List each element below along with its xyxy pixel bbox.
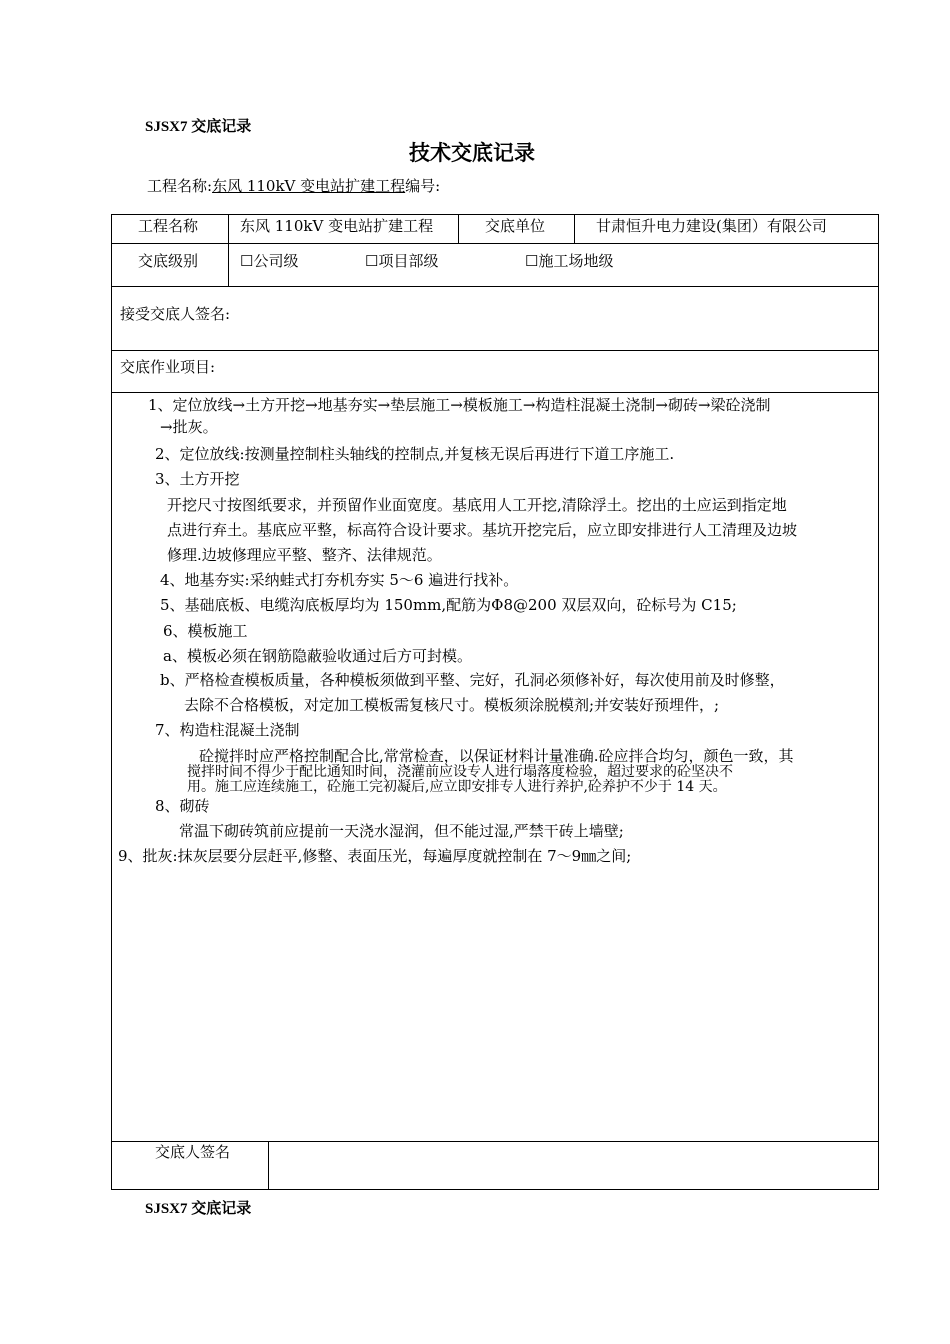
project-items-label: 交底作业项目: (120, 358, 216, 376)
project-name-value: 东风 110kV 变电站扩建工程 (240, 217, 434, 235)
signer-label: 交底人签名 (155, 1143, 231, 1161)
project-header (147, 177, 440, 195)
content-line: 开挖尺寸按图纸要求，并预留作业面宽度。基底用人工开挖,清除浮土。挖出的土应运到指定地 (167, 496, 787, 514)
unit-label: 交底单位 (485, 217, 546, 235)
content-line: 6、模板施工 (163, 622, 248, 640)
receiver-signature-label: 接受交底人签名: (120, 305, 231, 323)
content-line: 9、批灰:抹灰层要分层赶平,修整、表面压光，每遍厚度就控制在 7～9㎜之间; (118, 847, 632, 865)
content-line: 搅拌时间不得少于配比通知时间，浇灌前应设专人进行塌落度检验，超过要求的砼坚决不 (187, 764, 733, 780)
level-option-company[interactable]: ☐公司级 (240, 252, 299, 270)
signer-signature-field[interactable] (270, 1143, 876, 1187)
content-line: 用。施工应连续施工，砼施工完初凝后,应立即安排专人进行养护,砼养护不少于 14 天。 (187, 779, 727, 795)
content-line: 去除不合格模板，对定加工模板需复核尺寸。模板须涂脱模剂;并安装好预埋件，; (184, 696, 720, 714)
content-line: 修理.边坡修理应平整、整齐、法律规范。 (167, 546, 442, 564)
unit-value: 甘肃恒升电力建设(集团）有限公司 (596, 217, 827, 235)
project-name-label: 工程名称 (138, 217, 199, 235)
project-header-value: 东风 110kV 变电站扩建工程 (212, 177, 406, 195)
doc-code: SJSX7 交底记录 (145, 119, 252, 135)
content-line: 8、砌砖 (155, 797, 210, 815)
level-label: 交底级别 (138, 252, 199, 270)
content-line: b、严格检查模板质量，各种模板须做到平整、完好，孔洞必须修补好，每次使用前及时修整， (160, 671, 785, 689)
page-title: 技术交底记录 (409, 141, 535, 165)
content-line: →批灰。 (160, 418, 218, 436)
level-option-project[interactable]: ☐项目部级 (365, 252, 439, 270)
content-line: 常温下砌砖筑前应提前一天浇水湿润，但不能过湿,严禁干砖上墙壁; (179, 822, 624, 840)
content-line: 砼搅拌时应严格控制配合比,常常检查，以保证材料计量准确.砼应拌合均匀，颜色一致，其 (199, 747, 794, 765)
content-line: 5、基础底板、电缆沟底板厚均为 150mm,配筋为Φ8@200 双层双向，砼标号为 C15; (160, 596, 737, 614)
content-line: 2、定位放线:按测量控制柱头轴线的控制点,并复核无误后再进行下道工序施工. (155, 445, 675, 463)
level-option-site[interactable]: ☐施工场地级 (525, 252, 614, 270)
project-header-label: 工程名称: (147, 177, 213, 195)
content-line: 1、定位放线→土方开挖→地基夯实→垫层施工→模板施工→构造柱混凝土浇制→砌砖→梁砼浇制 (148, 396, 771, 414)
footer-code: SJSX7 交底记录 (145, 1201, 252, 1217)
content-line: 点进行弃土。基底应平整，标高符合设计要求。基坑开挖完后，应立即安排进行人工清理及边坡 (167, 521, 798, 539)
content-line: a、模板必须在钢筋隐蔽验收通过后方可封模。 (163, 647, 472, 665)
number-label: 编号: (405, 177, 441, 195)
content-line: 7、构造柱混凝土浇制 (155, 721, 300, 739)
content-line: 4、地基夯实:采纳蛙式打夯机夯实 5～6 遍进行找补。 (160, 571, 519, 589)
content-line: 3、土方开挖 (155, 470, 240, 488)
